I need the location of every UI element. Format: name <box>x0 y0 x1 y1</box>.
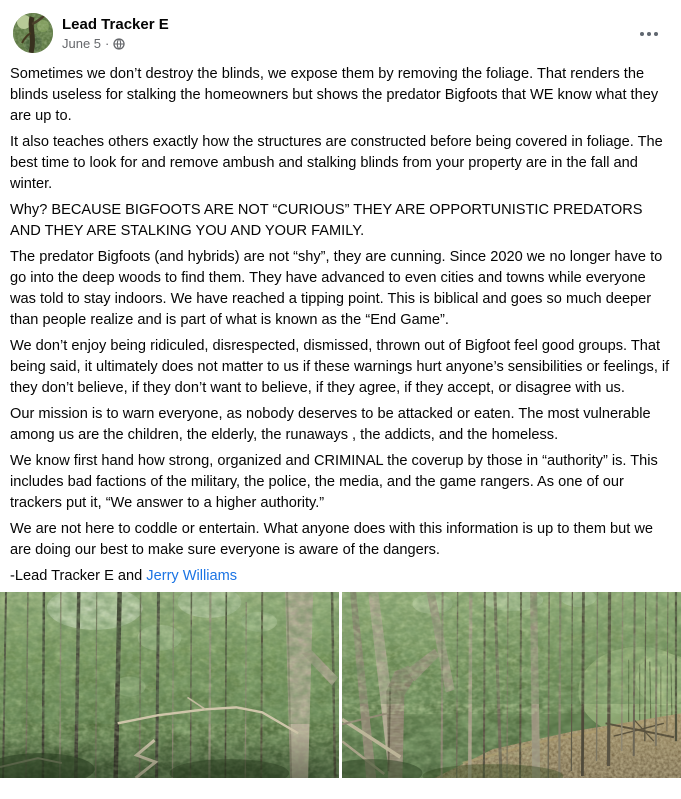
avatar-forest-image <box>13 13 53 53</box>
more-options-button[interactable] <box>631 19 667 49</box>
post-paragraph: The predator Bigfoots (and hybrids) are not “shy”, they are cunning. Since 2020 we no longer have to go into the deep woods to find them. They have advanced to even cities and towns while everyone was told to stay indoors. We have reached a tipping point. This is biblical and goes so much deeper than people realize and is part of what is known as the “End Game”. <box>10 249 663 328</box>
forest-photo-right[interactable] <box>342 592 681 778</box>
globe-icon <box>113 38 125 50</box>
post-paragraph: Our mission is to warn everyone, as nobody deserves to be attacked or eaten. The most vulnerable among us are the children, the elderly, the runaways , the addicts, and the homeless. <box>10 406 651 443</box>
forest-photo-left[interactable] <box>0 592 339 778</box>
signature-text: -Lead Tracker E and <box>10 568 147 584</box>
tagged-user-link[interactable]: Jerry Williams <box>146 568 238 584</box>
post-paragraph: Why? BECAUSE BIGFOOTS ARE NOT “CURIOUS” THEY ARE OPPORTUNISTIC PREDATORS AND THEY ARE STALKING YOU AND YOUR FAMILY. <box>10 202 643 239</box>
avatar[interactable] <box>13 13 53 53</box>
post-paragraph: We are not here to coddle or entertain. What anyone does with this information is up to them but we are doing our best to make sure everyone is aware of the dangers. <box>10 521 654 558</box>
timestamp-row[interactable] <box>62 35 169 52</box>
photo-grid <box>0 592 681 778</box>
post-signature <box>10 566 671 587</box>
post-date[interactable]: June 5 <box>62 36 102 51</box>
post-paragraph: We know first hand how strong, organized and CRIMINAL the coverup by those in “authority” is. This includes bad factions of the military, the police, the media, and the game rangers. As one of our trackers put it, “We answer to a higher authority.” <box>10 453 658 511</box>
post-paragraph: Sometimes we don’t destroy the blinds, we expose them by removing the foliage. That renders the blinds useless for stalking the homeowners but shows the predator Bigfoots that WE know what they are up to. <box>10 66 659 124</box>
post-paragraph: We don’t enjoy being ridiculed, disrespected, dismissed, thrown out of Bigfoot feel good groups. That being said, it ultimately does not matter to us if these warnings hurt anyone’s sensibilities or feelings, if they don’t believe, if they don’t want to believe, if they agree, if they accept, or disagree with us. <box>10 338 670 396</box>
post-header <box>0 0 681 53</box>
header-text <box>62 13 169 52</box>
post-paragraph: It also teaches others exactly how the structures are constructed before being covered in foliage. The best time to look for and remove ambush and stalking blinds from your property are in the fall and winter. <box>10 134 663 192</box>
post-body <box>0 64 681 587</box>
meta-separator: · <box>105 36 110 51</box>
forest-photo-left-image <box>0 592 339 778</box>
author-name[interactable]: Lead Tracker E <box>62 16 169 33</box>
forest-photo-right-image <box>342 592 681 778</box>
more-options-icon <box>640 32 644 36</box>
